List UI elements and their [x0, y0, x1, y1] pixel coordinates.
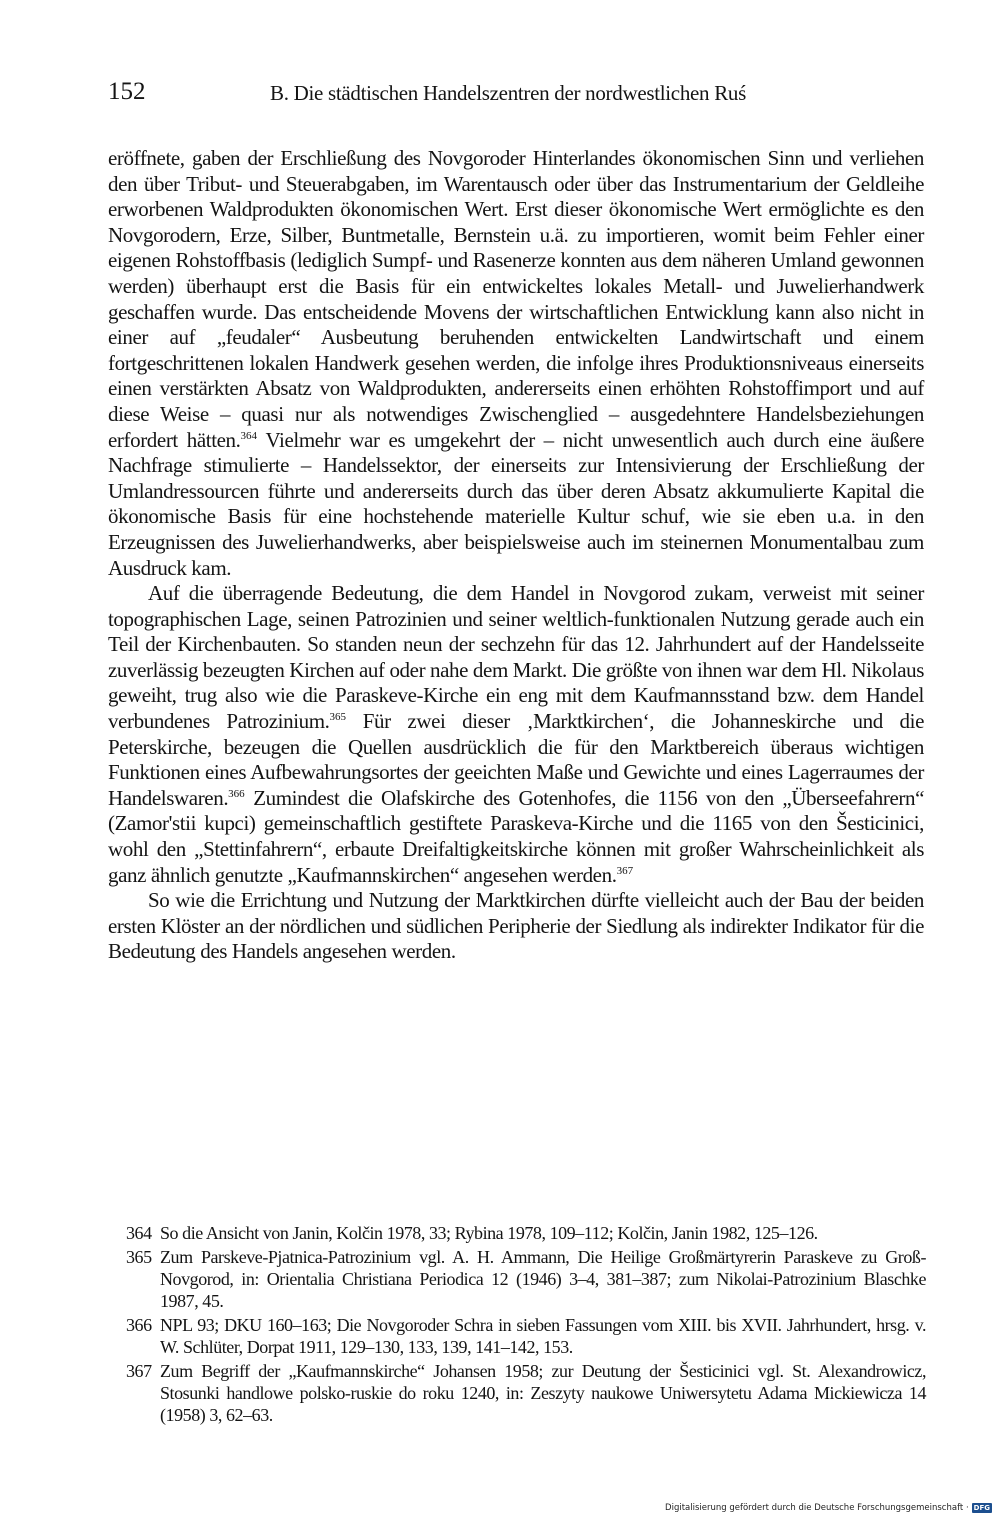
- paragraph-3: [108, 888, 924, 965]
- paragraph-text: So wie die Errichtung und Nutzung der Marktkirchen dürfte vielleicht auch der Bau der beiden ersten Klöster an der nördlichen und südlichen Peripherie der Siedlung als indirekter Indikator für die Bedeutung des Handels angesehen werden.: [108, 888, 924, 964]
- footnote-text: NPL 93; DKU 160–163; Die Novgoroder Schra in sieben Fassungen vom XIII. bis XVII. Jahrhundert, hrsg. v. W. Schlüter, Dorpat 1911, 129–130, 133, 139, 141–142, 153.: [160, 1315, 926, 1357]
- footnote: [126, 1246, 926, 1312]
- paragraph-1: [108, 146, 924, 581]
- footnote-number: 366: [126, 1315, 152, 1335]
- page-header: [108, 78, 924, 112]
- footnote: [126, 1314, 926, 1358]
- footnote-ref[interactable]: 367: [616, 864, 634, 877]
- footnote-number: 365: [126, 1247, 152, 1267]
- footnote: [126, 1360, 926, 1426]
- footnote-text: So die Ansicht von Janin, Kolčin 1978, 33; Rybina 1978, 109–112; Kolčin, Janin 1982, 125–126.: [160, 1223, 818, 1243]
- footnote: [126, 1222, 926, 1244]
- paragraph-text: Zumindest die Olafskirche des Gotenhofes, die 1156 von den „Überseefahrern“ (Zamor'stii kupci) gemeinschaftlich gestiftete Paraskeva-Kirche und die 1165 von den Šesticinici, wohl den „Stettinfahrern“, erbaute Dreifaltigkeitskirche können mit großer Wahrscheinlichkeit als ganz ähnlich genutzte „Kaufmannskirchen“ angesehen werden.: [108, 785, 924, 887]
- body-text: [108, 146, 924, 965]
- footnote-ref[interactable]: 365: [329, 711, 347, 724]
- digitization-credit: [665, 1503, 992, 1513]
- footnotes: [126, 1222, 926, 1428]
- paragraph-text: Für zwei dieser ‚Marktkirchen‘, die Johanneskirche und die Peterskirche, bezeugen die Quellen ausdrücklich die für den Marktbereich überaus wichtigen Funktionen eines Aufbewahrungsortes der geeichten Maße und Gewichte und eines Lagerraumes der Handelswaren.: [108, 709, 924, 810]
- credit-text: Digitalisierung gefördert durch die Deutsche Forschungsgemeinschaft ·: [665, 1503, 969, 1513]
- footnote-number: 367: [126, 1361, 152, 1381]
- paragraph-2: [108, 581, 924, 888]
- dfg-logo-icon: DFG: [973, 1504, 990, 1512]
- footnote-text: Zum Begriff der „Kaufmannskirche“ Johansen 1958; zur Deutung der Šesticinici vgl. St. Alexandrowicz, Stosunki handlowe polsko-ruskie do roku 1240, in: Zeszyty naukowe Uniwersytetu Adama Mickiewicza 14 (1958) 3, 62–63.: [160, 1361, 926, 1425]
- paragraph-text: Auf die überragende Bedeutung, die dem Handel in Novgorod zukam, verweist mit seiner topographischen Lage, seinen Patrozinien und seiner weltlich-funktionalen Nutzung gerade auch ein Teil der Kirchenbauten. So standen neun der sechzehn für das 12. Jahrhundert auf der Handelsseite zuverlässig bezeugten Kirchen auf oder nahe dem Markt. Die größte von ihnen war dem Hl. Nikolaus geweiht, trug also wie die Paraskeve-Kirche ein eng mit dem Kaufmannsstand bzw. dem Handel verbundenes Patrozinium.: [108, 581, 924, 734]
- page-number: 152: [108, 78, 146, 105]
- paragraph-text: Vielmehr war es umgekehrt der – nicht unwesentlich auch durch eine äußere Nachfrage stimulierte – Handelssektor, der einerseits zur Intensivierung der Erschließung der Umlandressourcen führte und andererseits durch das über deren Absatz akkumulierte Kapital die ökonomische Basis für eine hochstehende materielle Kultur schuf, wie sie eben u.a. in den Erzeugnissen des Juwelierhandwerks, aber beispielsweise auch im steinernen Monumentalbau zum Ausdruck kam.: [108, 427, 924, 580]
- footnote-text: Zum Parskeve-Pjatnica-Patrozinium vgl. A. H. Ammann, Die Heilige Großmärtyrerin Paraskeve zu Groß-Novgorod, in: Orientalia Christiana Periodica 12 (1946) 3–4, 381–387; zum Nikolai-Patrozinium Blaschke 1987, 45.: [160, 1247, 926, 1311]
- footnote-ref[interactable]: 366: [228, 787, 245, 800]
- footnote-ref[interactable]: 364: [240, 429, 258, 442]
- paragraph-text: eröffnete, gaben der Erschließung des Novgoroder Hinterlandes ökonomischen Sinn und verliehen den über Tribut- und Steuerabgaben, im Warentausch oder über das Instrumentarium der Geldleihe erworbenen Waldprodukten ökonomischen Wert. Erst dieser ökonomische Wert ermöglichte es den Novgorodern, Erze, Silber, Buntmetalle, Bernstein u.ä. zu importieren, womit beim Fehler einer eigenen Rohstoffbasis (lediglich Sumpf- und Rasenerze konnten aus dem näheren Umland gewonnen werden) überhaupt erst die Basis für ein entwickeltes lokales Metall- und Juwelierhandwerk geschaffen wurde. Das entscheidende Movens der wirtschaftlichen Entwicklung kann also nicht in einer auf „feudaler“ Ausbeutung beruhenden entwickelten Landwirtschaft und einem fortgeschrittenen lokalen Handwerk gesehen werden, die infolge ihres Produktionsniveaus einerseits einen verstärkten Absatz von Waldprodukten, andererseits einen erhöhten Rohstoffimport und auf diese Weise – quasi nur als notwendiges Zwischenglied – ausgedehntere Handelsbeziehungen erfordert hätten.: [108, 146, 924, 452]
- footnote-number: 364: [126, 1223, 152, 1243]
- running-title: B. Die städtischen Handelszentren der nordwestlichen Ruś: [270, 81, 746, 105]
